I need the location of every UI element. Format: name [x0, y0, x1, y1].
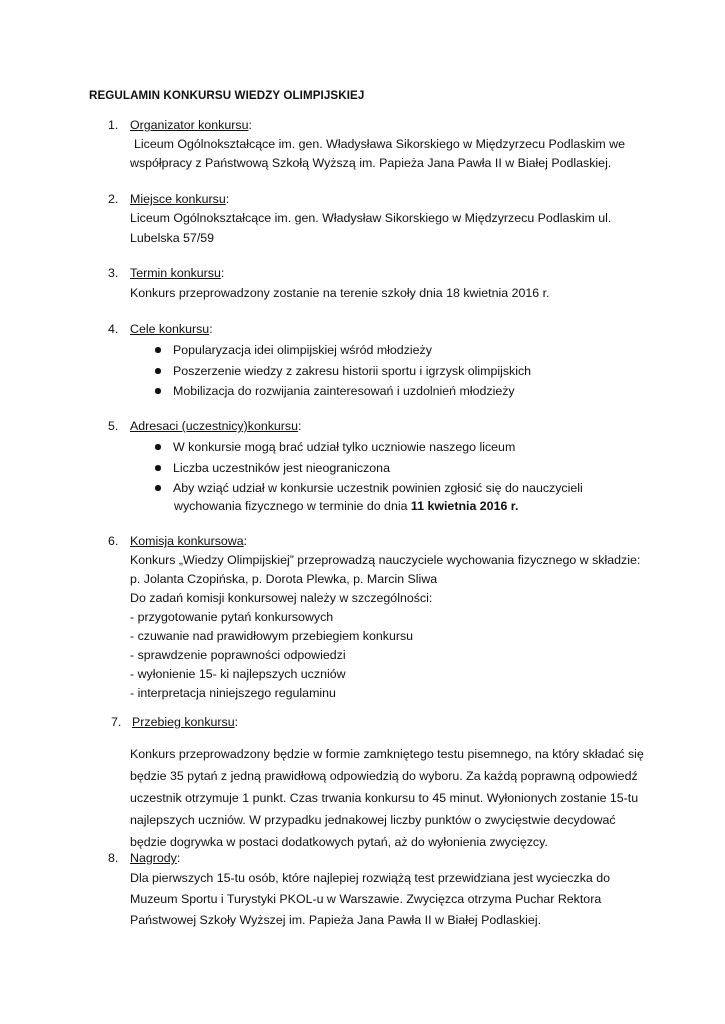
section-number: 3. — [108, 266, 119, 280]
section-number: 5. — [108, 419, 119, 433]
bullet-item: Poszerzenie wiedzy z zakresu historii sportu i igrzysk olimpijskich — [173, 364, 532, 378]
section-heading: Komisja konkursowa: — [130, 534, 248, 548]
section-heading: Organizator konkursu: — [130, 118, 252, 132]
section-number: 4. — [108, 322, 119, 336]
section-text-line: Lubelska 57/59 — [130, 231, 215, 245]
section-heading: Cele konkursu: — [130, 322, 213, 336]
section-text-line: Muzeum Sportu i Turystyki PKOL-u w Warszawie. Zwycięzca otrzyma Puchar Rektora — [130, 892, 602, 906]
bullet-icon — [155, 362, 163, 370]
section-number: 7. — [111, 715, 122, 729]
section-number: 8. — [108, 851, 119, 865]
section-number: 6. — [108, 534, 119, 548]
section-heading: Adresaci (uczestnicy)konkursu: — [130, 419, 302, 433]
section-text-line: Do zadań komisji konkursowej należy w szczególności: — [130, 591, 433, 605]
bullet-icon — [155, 438, 163, 446]
section-heading: Przebieg konkursu: — [132, 715, 239, 729]
bullet-item: Aby wziąć udział w konkursie uczestnik powinien zgłosić się do nauczycieli — [173, 481, 583, 495]
bullet-item: Popularyzacja idei olimpijskiej wśród młodzieży — [173, 343, 432, 357]
section-text-line: Państwowej Szkoły Wyższej im. Papieża Jana Pawła II w Białej Podlaskiej. — [130, 913, 542, 927]
section-number: 1. — [108, 118, 119, 132]
section-text-line: będzie 35 pytań z jedną prawidłową odpowiedzią do wyboru. Za każdą poprawną odpowiedź — [130, 769, 638, 783]
bullet-item: W konkursie mogą brać udział tylko uczniowie naszego liceum — [173, 440, 516, 454]
section-text-line: Liceum Ogólnokształcące im. gen. Władysława Sikorskiego w Międzyrzecu Podlaskim we — [134, 137, 625, 151]
section-text-line: - przygotowanie pytań konkursowych — [130, 610, 334, 624]
bullet-icon — [155, 341, 163, 349]
section-heading: Nagrody: — [130, 851, 181, 865]
section-text-line: Konkurs „Wiedzy Olimpijskiej” przeprowadzą nauczyciele wychowania fizycznego w składzie: — [130, 553, 641, 567]
section-text-line: uczestnik otrzymuje 1 punkt. Czas trwania konkursu to 45 minut. Wyłonionych zostanie 15-tu — [130, 791, 639, 805]
section-heading: Miejsce konkursu: — [130, 192, 230, 206]
section-number: 2. — [108, 192, 119, 206]
section-text-line: będzie dogrywka w postaci dodatkowych pytań, aż do wyłonienia zwycięzcy. — [130, 835, 548, 849]
bullet-item: Liczba uczestników jest nieograniczona — [173, 461, 390, 475]
section-text-line: Konkurs przeprowadzony będzie w formie zamkniętego testu pisemnego, na który składać się — [130, 747, 644, 761]
section-text-line: - interpretacja niniejszego regulaminu — [130, 686, 336, 700]
bullet-icon — [155, 459, 163, 467]
bullet-icon — [155, 479, 163, 487]
section-text-line: Konkurs przeprowadzony zostanie na terenie szkoły dnia 18 kwietnia 2016 r. — [130, 286, 550, 300]
section-text-line: - wyłonienie 15- ki najlepszych uczniów — [130, 667, 346, 681]
bullet-continuation: wychowania fizycznego w terminie do dnia 11 kwietnia 2016 r. — [174, 499, 519, 513]
section-text-line: najlepszych uczniów. W przypadku jednakowej liczby punktów o zwycięstwie decydować — [130, 813, 616, 827]
deadline-date: 11 kwietnia 2016 r. — [410, 499, 519, 513]
section-heading: Termin konkursu: — [130, 266, 225, 280]
section-text-line: Liceum Ogólnokształcące im. gen. Władysław Sikorskiego w Międzyrzecu Podlaskim ul. — [130, 211, 612, 225]
section-text-line: - czuwanie nad prawidłowym przebiegiem konkursu — [130, 629, 414, 643]
section-text-line: - sprawdzenie poprawności odpowiedzi — [130, 648, 346, 662]
section-text-line: p. Jolanta Czopińska, p. Dorota Plewka, p. Marcin Sliwa — [130, 572, 438, 586]
section-text-line: Dla pierwszych 15-tu osób, które najlepiej rozwiążą test przewidziana jest wycieczka do — [130, 871, 611, 885]
bullet-item: Mobilizacja do rozwijania zainteresowań i uzdolnień młodzieży — [173, 384, 515, 398]
document-title: REGULAMIN KONKURSU WIEDZY OLIMPIJSKIEJ — [89, 89, 365, 102]
section-text-line: współpracy z Państwową Szkołą Wyższą im. Papieża Jana Pawła II w Białej Podlaskiej. — [130, 156, 612, 170]
bullet-icon — [155, 382, 163, 390]
